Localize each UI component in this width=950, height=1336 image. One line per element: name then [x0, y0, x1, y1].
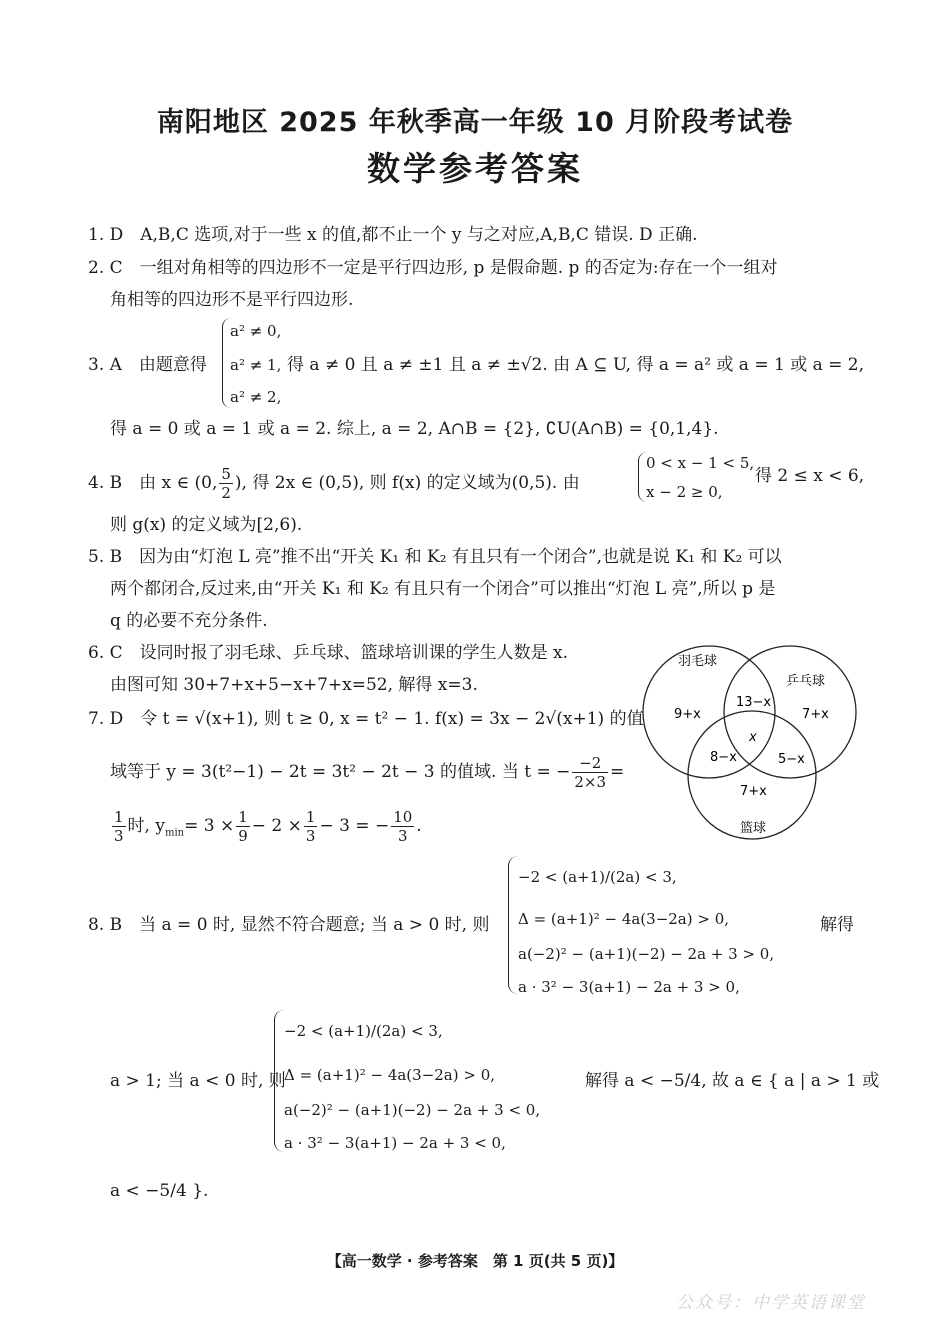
answer-8-sys2-line-4: a · 3² − 3(a+1) − 2a + 3 < 0,: [284, 1134, 506, 1152]
answer-6-line-2: 由图可知 30+7+x+5−x+7+x=52, 解得 x=3.: [110, 675, 478, 695]
answer-8-sys1-line-2: Δ = (a+1)² − 4a(3−2a) > 0,: [518, 910, 730, 928]
venn-region-only-badminton: 9+x: [674, 707, 701, 722]
answer-4-part-3: 得 2 ≤ x < 6,: [755, 466, 865, 486]
answer-8-mid-tail: 解得 a < −5/4, 故 a ∈ { a | a > 1 或: [585, 1071, 880, 1091]
answer-4-line-2: 则 g(x) 的定义域为[2,6).: [110, 515, 303, 535]
venn-region-pingpong-basketball: 5−x: [778, 752, 805, 767]
answer-7-frac103-num: 10: [393, 808, 413, 826]
answer-7-fraction-13: [304, 808, 318, 845]
answer-7-line-2b: =: [610, 762, 625, 782]
answer-8-mid-lead: a > 1; 当 a < 0 时, 则: [110, 1071, 286, 1091]
answer-7-line-3c: − 2 ×: [251, 816, 302, 836]
answer-7-line-3d: − 3 = −: [319, 816, 390, 836]
answer-7-min-sub: min: [164, 827, 185, 839]
answer-5-line-2: 两个都闭合,反过来,由“开关 K₁ 和 K₂ 有且只有一个闭合”可以推出“灯泡 L 亮”,所以 p 是: [110, 579, 776, 599]
answer-4-frac-num: 5: [221, 465, 231, 483]
answer-7-line-3: [110, 808, 422, 845]
answer-7-frac13-den: 3: [305, 827, 316, 845]
venn-region-only-basketball: 7+x: [740, 784, 767, 799]
answer-7-line-2: [110, 754, 624, 791]
answer-8-sys2-line-3: a(−2)² − (a+1)(−2) − 2a + 3 < 0,: [284, 1101, 541, 1119]
answer-7-frac1-num: −2: [572, 754, 608, 773]
document-subtitle: 数学参考答案: [367, 149, 583, 188]
answer-3-case-2: a² ≠ 1,: [230, 356, 282, 374]
answer-5-line-3: q 的必要不充分条件.: [110, 611, 268, 631]
answer-4-fraction: [219, 465, 233, 502]
answer-8-jiede: 解得: [820, 915, 854, 935]
answer-7-frac-t-den: 3: [114, 827, 124, 845]
answer-3-lead: 3. A 由题意得: [88, 355, 207, 375]
answer-4-case-1: 0 < x − 1 < 5,: [646, 454, 755, 472]
answer-3-line-2: 得 a = 0 或 a = 1 或 a = 2. 综上, a = 2, A∩B = {2}, ∁U(A∩B) = {0,1,4}.: [110, 419, 719, 439]
answer-7-line-3a: 时, y: [127, 816, 165, 836]
answer-7-frac-t-num: 1: [114, 808, 124, 826]
answer-8-brace-1: [508, 856, 518, 994]
answer-7-line-3b: = 3 ×: [184, 816, 235, 836]
answer-3-case-3: a² ≠ 2,: [230, 388, 282, 406]
page-footer: 【高一数学 · 参考答案 第 1 页(共 5 页)】: [326, 1252, 624, 1270]
answer-7-fraction-103: [391, 808, 414, 845]
answer-7-fraction-1: [572, 754, 608, 791]
answer-6-line-1: 6. C 设同时报了羽毛球、乒乓球、篮球培训课的学生人数是 x.: [88, 643, 569, 663]
venn-diagram: [636, 640, 866, 850]
answer-1: 1. D A,B,C 选项,对于一些 x 的值,都不止一个 y 与之对应,A,B,C 错误. D 正确.: [88, 225, 698, 245]
answer-4-line-1: [88, 465, 580, 502]
answer-8-sys1-line-3: a(−2)² − (a+1)(−2) − 2a + 3 > 0,: [518, 945, 775, 963]
venn-region-only-pingpong: 7+x: [802, 707, 829, 722]
document-title: 南阳地区 2025 年秋季高一年级 10 月阶段考试卷: [156, 107, 794, 138]
answer-7-frac19-den: 9: [238, 827, 248, 845]
answer-8-brace-2: [274, 1010, 284, 1152]
answer-7-line-1: 7. D 令 t = √(x+1), 则 t ≥ 0, x = t² − 1. f(x) = 3x − 2√(x+1) 的值: [88, 709, 644, 729]
venn-label-pingpong: 乒乓球: [786, 674, 826, 689]
answer-7-line-2a: 域等于 y = 3(t²−1) − 2t = 3t² − 2t − 3 的值域. 当 t = −: [110, 762, 571, 782]
answer-7-frac103-den: 3: [397, 827, 408, 845]
venn-label-badminton: 羽毛球: [678, 654, 718, 669]
venn-region-badminton-basketball: 8−x: [710, 750, 737, 765]
answer-4-case-2: x − 2 ≥ 0,: [646, 483, 723, 501]
answer-3-mid: 得 a ≠ 0 且 a ≠ ±1 且 a ≠ ±√2. 由 A ⊆ U, 得 a = a² 或 a = 1 或 a = 2,: [287, 355, 865, 375]
answer-8-lead: 8. B 当 a = 0 时, 显然不符合题意; 当 a > 0 时, 则: [88, 915, 490, 935]
watermark: 公众号：中学英语课堂: [676, 1293, 866, 1313]
answer-4-frac-den: 2: [221, 484, 231, 502]
answer-7-fraction-t: [112, 808, 126, 845]
answer-8-sys2-line-2: Δ = (a+1)² − 4a(3−2a) > 0,: [284, 1066, 496, 1084]
venn-region-all: x: [749, 730, 757, 745]
answer-4-part-1: 4. B 由 x ∈ (0,: [88, 473, 218, 493]
answer-7-frac13-num: 1: [305, 808, 316, 826]
answer-3-case-1: a² ≠ 0,: [230, 322, 282, 340]
answer-7-frac19-num: 1: [238, 808, 248, 826]
answer-4-part-2: ), 得 2x ∈ (0,5), 则 f(x) 的定义域为(0,5). 由: [234, 473, 580, 493]
answer-2-line-2: 角相等的四边形不是平行四边形.: [110, 290, 354, 310]
answer-2-line-1: 2. C 一组对角相等的四边形不一定是平行四边形, p 是假命题. p 的否定为:存在一个一组对: [88, 258, 778, 278]
venn-region-badminton-pingpong: 13−x: [736, 695, 772, 710]
venn-label-basketball: 篮球: [740, 821, 767, 836]
answer-5-line-1: 5. B 因为由“灯泡 L 亮”推不出“开关 K₁ 和 K₂ 有且只有一个闭合”,也就是说 K₁ 和 K₂ 可以: [88, 547, 782, 567]
answer-7-line-3e: .: [416, 816, 422, 836]
answer-8-sys1-line-1: −2 < (a+1)/(2a) < 3,: [518, 868, 677, 886]
answer-8-sys1-line-4: a · 3² − 3(a+1) − 2a + 3 > 0,: [518, 978, 740, 996]
answer-7-fraction-19: [236, 808, 250, 845]
answer-8-end: a < −5/4 }.: [110, 1181, 209, 1201]
answer-7-frac1-den: 2×3: [574, 773, 607, 791]
answer-8-sys2-line-1: −2 < (a+1)/(2a) < 3,: [284, 1022, 443, 1040]
